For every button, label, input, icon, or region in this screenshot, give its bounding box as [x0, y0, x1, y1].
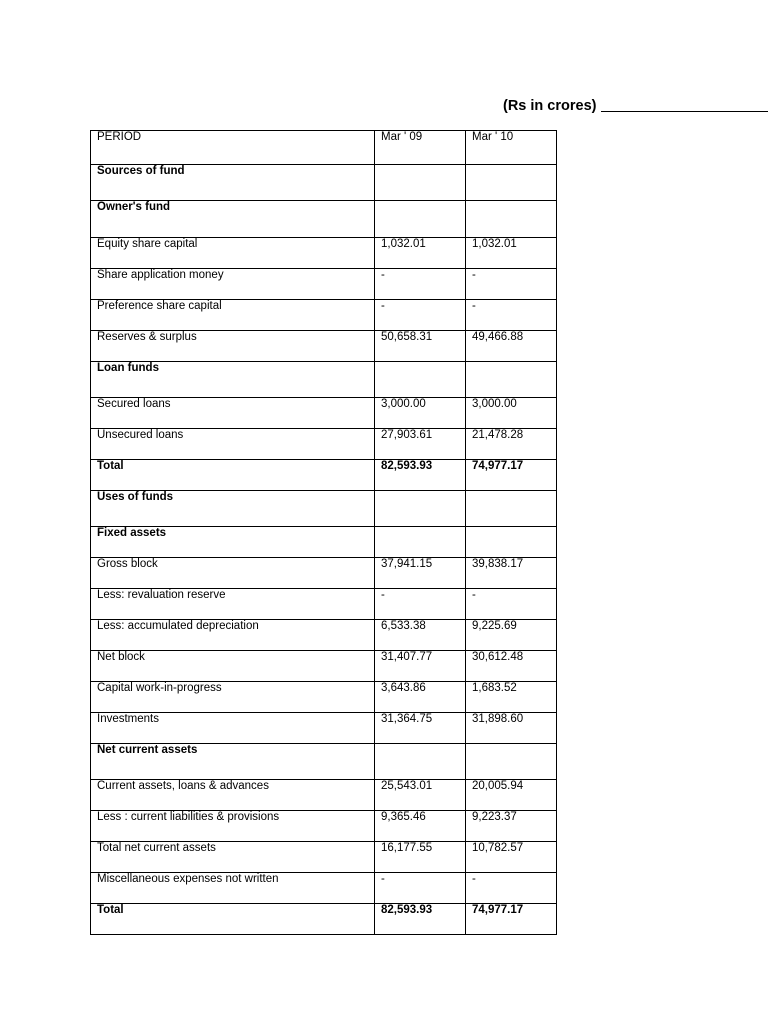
table-row [91, 589, 557, 620]
section-heading-row [91, 362, 557, 398]
mar-09-value: 82,593.93 [375, 904, 466, 935]
mar-10-value: 3,000.00 [466, 398, 557, 429]
table-row [91, 460, 557, 491]
mar-09-value: 50,658.31 [375, 331, 466, 362]
row-label: Less : current liabilities & provisions [91, 811, 375, 842]
table-row [91, 201, 557, 238]
mar-10-value [466, 744, 557, 780]
mar-09-value [375, 744, 466, 780]
table-row [91, 331, 557, 362]
mar-10-value: 1,683.52 [466, 682, 557, 713]
mar-09-value: - [375, 300, 466, 331]
mar-10-value: - [466, 269, 557, 300]
mar-10-value: 20,005.94 [466, 780, 557, 811]
mar-09-value: - [375, 269, 466, 300]
mar-10-value [466, 362, 557, 398]
mar-09-value: 9,365.46 [375, 811, 466, 842]
table-row [91, 904, 557, 935]
units-note [503, 96, 768, 116]
mar-10-value: 21,478.28 [466, 429, 557, 460]
mar-10-value: 49,466.88 [466, 331, 557, 362]
table-row [91, 780, 557, 811]
row-label: Total [91, 904, 375, 935]
table-row [91, 300, 557, 331]
table-row [91, 873, 557, 904]
table-row [91, 527, 557, 558]
mar-09-value: 3,643.86 [375, 682, 466, 713]
row-label: Equity share capital [91, 238, 375, 269]
row-label: Less: revaluation reserve [91, 589, 375, 620]
row-label: Share application money [91, 269, 375, 300]
units-underline [601, 111, 768, 112]
table-row [91, 269, 557, 300]
section-heading-row [91, 744, 557, 780]
table-row [91, 713, 557, 744]
table-row [91, 842, 557, 873]
units-label: (Rs in crores) [503, 98, 597, 114]
mar-10-value: 74,977.17 [466, 460, 557, 491]
mar-09-value [375, 201, 466, 238]
mar-10-value: 30,612.48 [466, 651, 557, 682]
mar-10-value: 10,782.57 [466, 842, 557, 873]
balance-sheet-table [90, 130, 557, 935]
row-label: Capital work-in-progress [91, 682, 375, 713]
mar-09-value: 31,407.77 [375, 651, 466, 682]
mar-10-value: 74,977.17 [466, 904, 557, 935]
mar-09-value [375, 362, 466, 398]
row-label: Net block [91, 651, 375, 682]
row-label: Gross block [91, 558, 375, 589]
mar-09-value: 27,903.61 [375, 429, 466, 460]
mar-09-value [375, 165, 466, 201]
row-label: Preference share capital [91, 300, 375, 331]
table-row [91, 620, 557, 651]
mar-10-value [466, 165, 557, 201]
mar-09-value: 16,177.55 [375, 842, 466, 873]
mar-10-value [466, 201, 557, 238]
mar-10-header: Mar ' 10 [466, 131, 557, 165]
mar-10-value: 9,225.69 [466, 620, 557, 651]
mar-10-value: 39,838.17 [466, 558, 557, 589]
table-row [91, 429, 557, 460]
mar-10-value: - [466, 873, 557, 904]
table-row [91, 558, 557, 589]
mar-09-value: 6,533.38 [375, 620, 466, 651]
table-row [91, 811, 557, 842]
table-row [91, 238, 557, 269]
mar-09-value: - [375, 589, 466, 620]
row-label: Total [91, 460, 375, 491]
mar-09-value [375, 491, 466, 527]
row-label: Owner's fund [91, 201, 375, 238]
table-row [91, 651, 557, 682]
section-heading-row [91, 491, 557, 527]
period-header: PERIOD [91, 131, 375, 165]
mar-10-value: - [466, 300, 557, 331]
mar-09-value: 82,593.93 [375, 460, 466, 491]
row-label: Total net current assets [91, 842, 375, 873]
section-heading-row [91, 165, 557, 201]
mar-10-value: 9,223.37 [466, 811, 557, 842]
mar-10-value [466, 527, 557, 558]
mar-10-value: - [466, 589, 557, 620]
mar-10-value: 31,898.60 [466, 713, 557, 744]
table-row [91, 682, 557, 713]
row-label: Secured loans [91, 398, 375, 429]
row-label: Current assets, loans & advances [91, 780, 375, 811]
table-header-row [91, 131, 557, 165]
row-label: Unsecured loans [91, 429, 375, 460]
row-label: Sources of fund [91, 165, 375, 201]
mar-09-value: 25,543.01 [375, 780, 466, 811]
row-label: Miscellaneous expenses not written [91, 873, 375, 904]
row-label: Loan funds [91, 362, 375, 398]
row-label: Net current assets [91, 744, 375, 780]
mar-09-header: Mar ' 09 [375, 131, 466, 165]
row-label: Uses of funds [91, 491, 375, 527]
row-label: Less: accumulated depreciation [91, 620, 375, 651]
mar-09-value: 37,941.15 [375, 558, 466, 589]
mar-10-value [466, 491, 557, 527]
row-label: Reserves & surplus [91, 331, 375, 362]
mar-09-value: 1,032.01 [375, 238, 466, 269]
row-label: Investments [91, 713, 375, 744]
row-label: Fixed assets [91, 527, 375, 558]
mar-09-value: 31,364.75 [375, 713, 466, 744]
mar-09-value: 3,000.00 [375, 398, 466, 429]
table-row [91, 398, 557, 429]
mar-09-value [375, 527, 466, 558]
mar-09-value: - [375, 873, 466, 904]
mar-10-value: 1,032.01 [466, 238, 557, 269]
